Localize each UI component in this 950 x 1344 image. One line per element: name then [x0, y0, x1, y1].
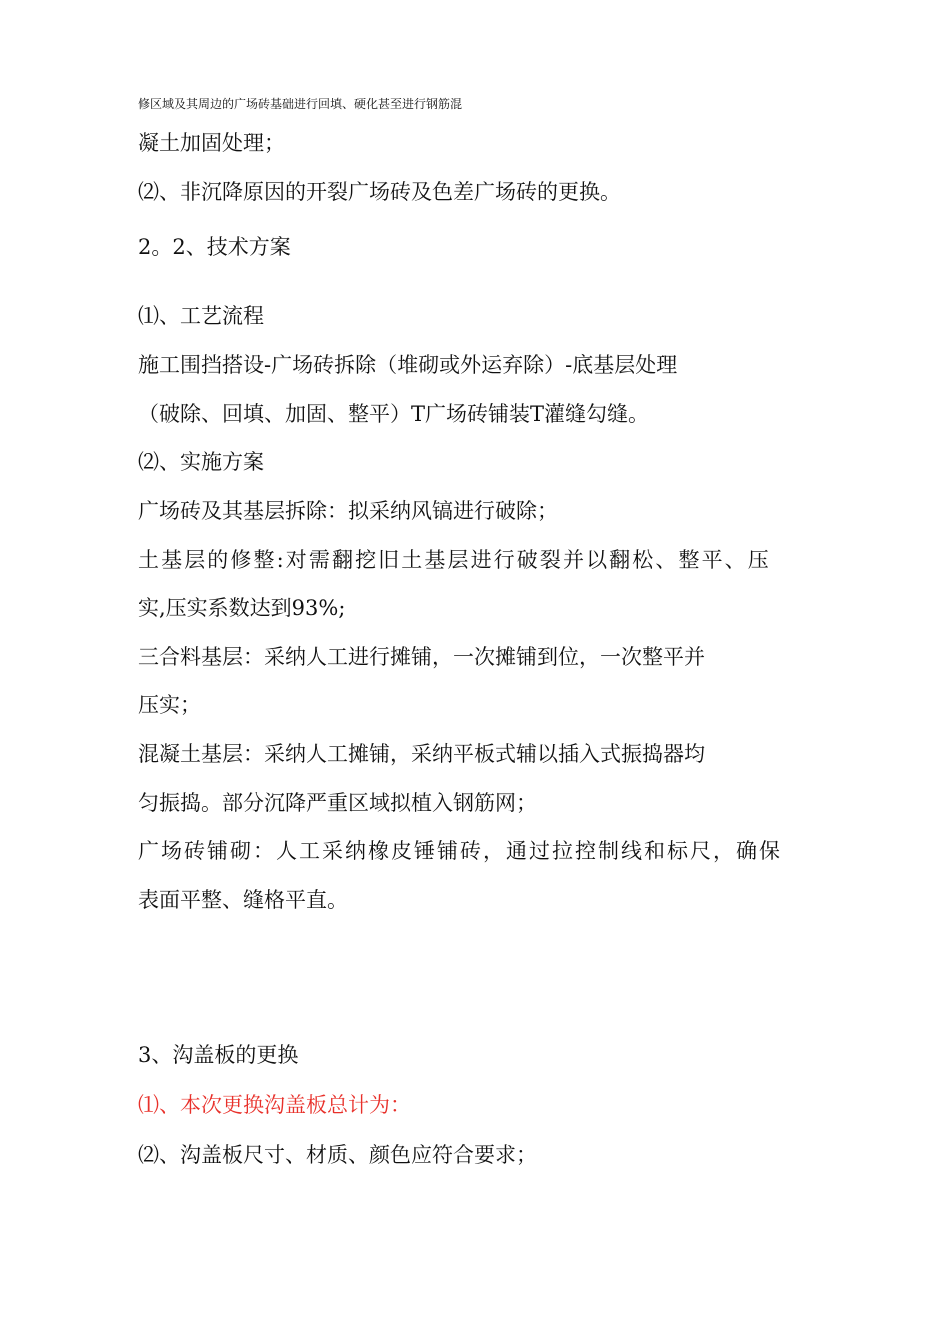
paragraph-line: 匀振捣。部分沉降严重区域拟植入钢筋网；	[138, 791, 537, 815]
highlighted-line: ⑴、本次更换沟盖板总计为：	[138, 1093, 411, 1117]
section-heading: 2。2、技术方案	[138, 235, 291, 259]
paragraph-line: （破除、回填、加固、整平）T广场砖铺装T灌缝勾缝。	[138, 402, 650, 426]
subsection-heading: ⑴、工艺流程	[138, 304, 264, 328]
paragraph-line: 三合料基层：采纳人工进行摊铺，一次摊铺到位，一次整平并	[138, 645, 705, 669]
paragraph-line: 表面平整、缝格平直。	[138, 888, 348, 912]
paragraph-line: 压实；	[138, 693, 201, 717]
paragraph-line: 实,压实系数达到93%;	[138, 596, 346, 620]
paragraph-line: 广场砖铺砌：人工采纳橡皮锤铺砖，通过拉控制线和标尺，确保	[138, 839, 782, 863]
section-heading: 3、沟盖板的更换	[138, 1043, 299, 1067]
subsection-heading: ⑵、实施方案	[138, 450, 264, 474]
paragraph-line: 施工围挡搭设-广场砖拆除（堆砌或外运弃除）-底基层处理	[138, 353, 678, 377]
paragraph-line: ⑵、沟盖板尺寸、材质、颜色应符合要求；	[138, 1143, 537, 1167]
paragraph-line: ⑵、非沉降原因的开裂广场砖及色差广场砖的更换。	[138, 180, 621, 204]
paragraph-line: 广场砖及其基层拆除：拟采纳风镐进行破除；	[138, 499, 558, 523]
paragraph-line: 混凝土基层：采纳人工摊铺，采纳平板式辅以插入式振捣器均	[138, 742, 705, 766]
paragraph-line: 凝土加固处理；	[138, 131, 285, 155]
header-text-line: 修区域及其周边的广场砖基础进行回填、硬化甚至进行钢筋混	[138, 97, 463, 111]
paragraph-line: 土基层的修整:对需翻挖旧土基层进行破裂并以翻松、整平、压	[138, 548, 771, 572]
